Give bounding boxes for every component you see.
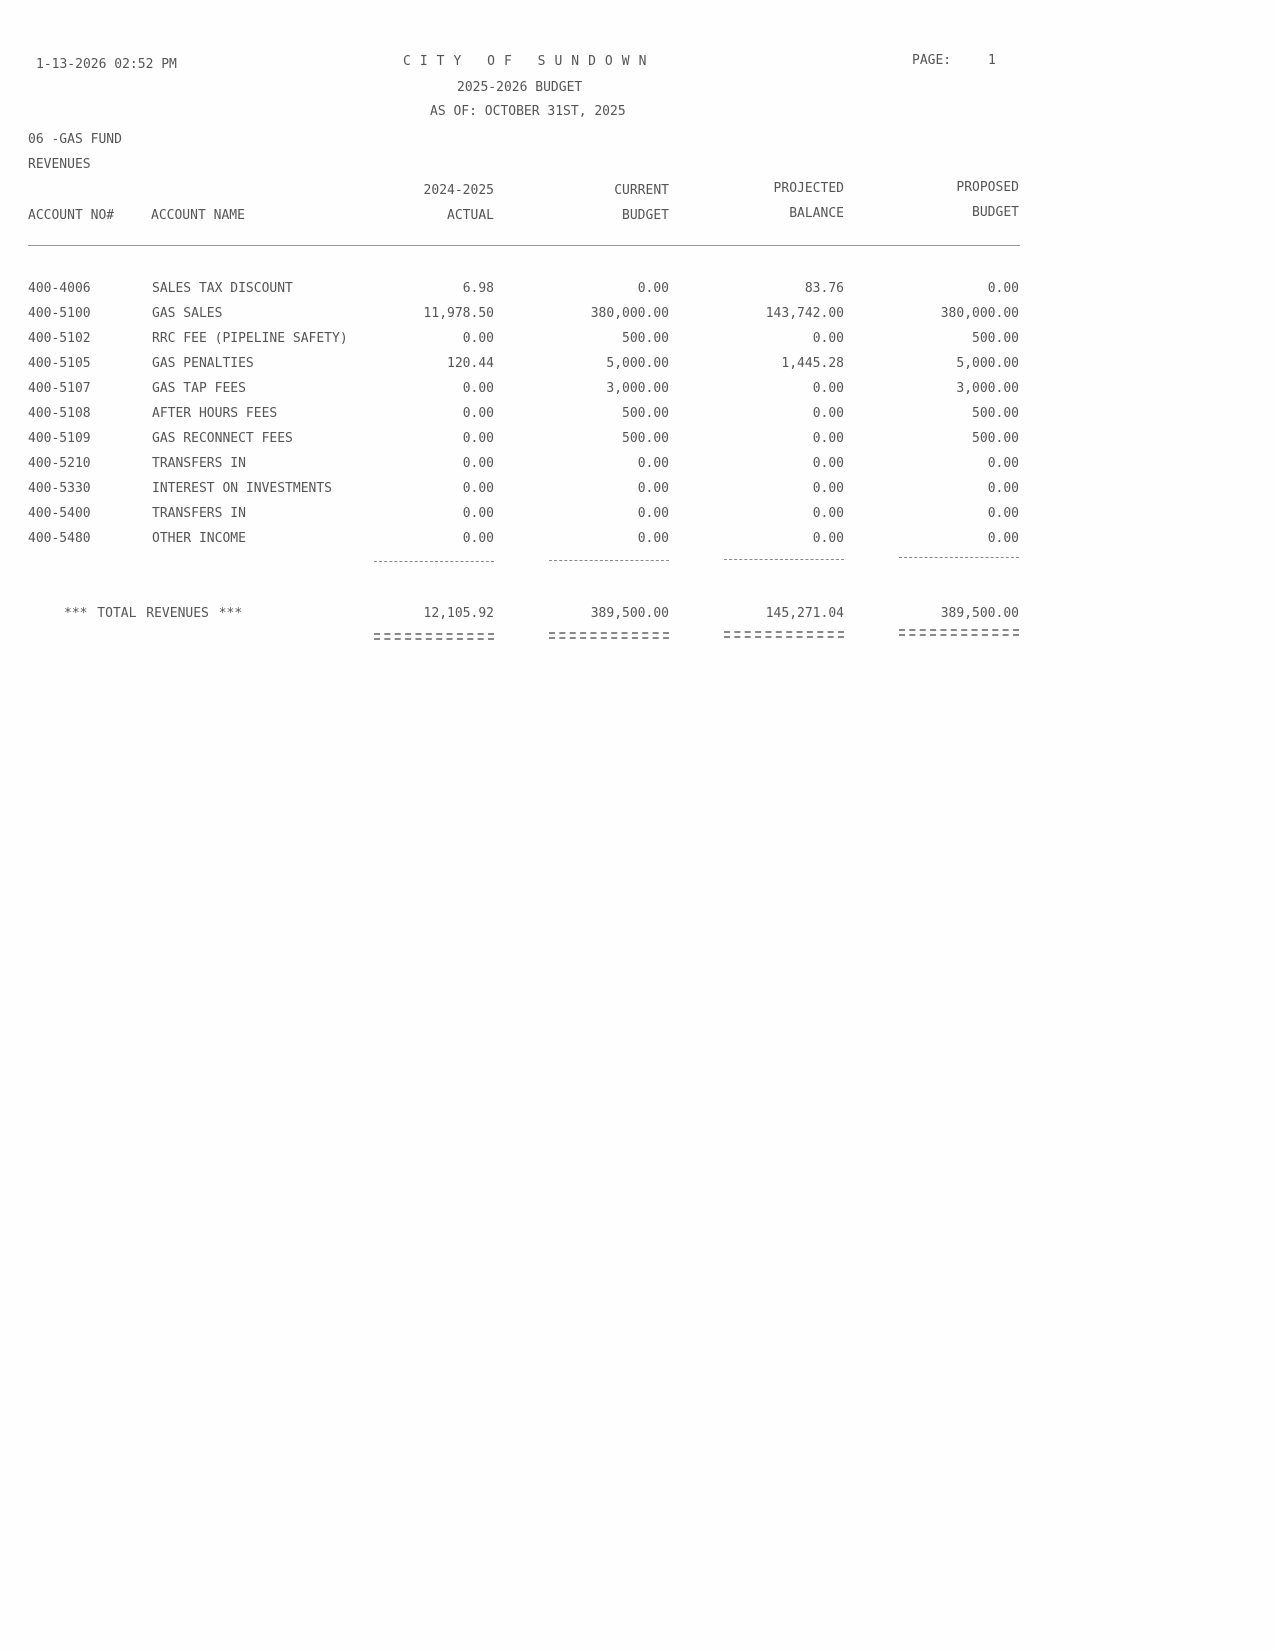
- account-number: 400-5109: [28, 431, 91, 446]
- account-number: 400-5108: [28, 406, 91, 421]
- proposed-budget-value: 380,000.00: [940, 306, 1019, 321]
- actual-value: 0.00: [462, 456, 494, 471]
- actual-value: 11,978.50: [423, 306, 494, 321]
- account-number: 400-5102: [28, 331, 91, 346]
- account-number: 400-5105: [28, 356, 91, 371]
- current-budget-value: 500.00: [622, 431, 669, 446]
- budget-title: 2025-2026 BUDGET: [457, 80, 583, 95]
- actual-value: 0.00: [462, 481, 494, 496]
- account-name: GAS TAP FEES: [152, 381, 246, 396]
- table-row: [0, 531, 1275, 551]
- table-row: [0, 506, 1275, 526]
- table-row: [0, 331, 1275, 351]
- subtotal-rule-projected: [724, 559, 844, 560]
- table-row: [0, 306, 1275, 326]
- table-row: [0, 381, 1275, 401]
- column-header-proposed-budget: BUDGET: [972, 205, 1019, 220]
- total-row: [0, 606, 1275, 626]
- column-header-projected: PROJECTED: [773, 181, 844, 196]
- account-number: 400-5400: [28, 506, 91, 521]
- proposed-budget-value: 3,000.00: [956, 381, 1019, 396]
- table-row: [0, 456, 1275, 476]
- account-name: GAS SALES: [152, 306, 223, 321]
- actual-value: 120.44: [447, 356, 494, 371]
- projected-balance-value: 83.76: [804, 281, 844, 296]
- total-double-rule-actual: [374, 633, 494, 640]
- column-header-actual-year: 2024-2025: [423, 183, 494, 198]
- account-name: TRANSFERS IN: [152, 506, 246, 521]
- header-rule: [28, 245, 1020, 246]
- current-budget-value: 0.00: [637, 531, 669, 546]
- report-datetime: 1-13-2026 02:52 PM: [36, 57, 177, 72]
- table-row: [0, 281, 1275, 301]
- total-current-budget: 389,500.00: [590, 606, 669, 621]
- actual-value: 0.00: [462, 406, 494, 421]
- subtotal-rule-proposed: [899, 557, 1019, 558]
- column-header-current: CURRENT: [614, 183, 669, 198]
- account-name: SALES TAX DISCOUNT: [152, 281, 293, 296]
- current-budget-value: 380,000.00: [590, 306, 669, 321]
- current-budget-value: 0.00: [637, 506, 669, 521]
- table-row: [0, 481, 1275, 501]
- column-header-current-budget: BUDGET: [622, 208, 669, 223]
- fund-name: 06 -GAS FUND: [28, 132, 122, 147]
- proposed-budget-value: 0.00: [987, 531, 1019, 546]
- account-number: 400-5210: [28, 456, 91, 471]
- table-row: [0, 406, 1275, 426]
- proposed-budget-value: 500.00: [972, 406, 1019, 421]
- projected-balance-value: 0.00: [812, 406, 844, 421]
- projected-balance-value: 0.00: [812, 531, 844, 546]
- actual-value: 0.00: [462, 531, 494, 546]
- proposed-budget-value: 0.00: [987, 481, 1019, 496]
- total-projected-balance: 145,271.04: [765, 606, 844, 621]
- current-budget-value: 3,000.00: [606, 381, 669, 396]
- projected-balance-value: 1,445.28: [781, 356, 844, 371]
- column-header-actual: ACTUAL: [447, 208, 494, 223]
- total-double-rule-proposed: [899, 629, 1019, 636]
- page-number: 1: [988, 53, 996, 68]
- column-header-projected-balance: BALANCE: [789, 206, 844, 221]
- projected-balance-value: 0.00: [812, 381, 844, 396]
- projected-balance-value: 0.00: [812, 481, 844, 496]
- column-header-account-name: ACCOUNT NAME: [151, 208, 245, 223]
- table-row: [0, 356, 1275, 376]
- projected-balance-value: 0.00: [812, 456, 844, 471]
- total-double-rule-projected: [724, 631, 844, 638]
- account-number: 400-5100: [28, 306, 91, 321]
- city-name: CITY OF SUNDOWN: [403, 54, 656, 69]
- current-budget-value: 500.00: [622, 406, 669, 421]
- account-name: TRANSFERS IN: [152, 456, 246, 471]
- actual-value: 0.00: [462, 506, 494, 521]
- current-budget-value: 0.00: [637, 281, 669, 296]
- proposed-budget-value: 500.00: [972, 431, 1019, 446]
- column-header-account-no: ACCOUNT NO#: [28, 208, 115, 223]
- account-name: INTEREST ON INVESTMENTS: [152, 481, 333, 496]
- subtotal-rule-actual: [374, 561, 494, 562]
- column-header-proposed: PROPOSED: [956, 180, 1019, 195]
- actual-value: 6.98: [462, 281, 494, 296]
- table-row: [0, 431, 1275, 451]
- projected-balance-value: 0.00: [812, 431, 844, 446]
- proposed-budget-value: 0.00: [987, 506, 1019, 521]
- account-number: 400-5330: [28, 481, 91, 496]
- current-budget-value: 5,000.00: [606, 356, 669, 371]
- account-name: GAS PENALTIES: [152, 356, 254, 371]
- account-number: 400-4006: [28, 281, 91, 296]
- proposed-budget-value: 5,000.00: [956, 356, 1019, 371]
- total-double-rule-current: [549, 632, 669, 639]
- projected-balance-value: 0.00: [812, 331, 844, 346]
- account-name: OTHER INCOME: [152, 531, 246, 546]
- total-revenues-label: *** TOTAL REVENUES ***: [64, 606, 243, 621]
- projected-balance-value: 0.00: [812, 506, 844, 521]
- proposed-budget-value: 500.00: [972, 331, 1019, 346]
- account-name: RRC FEE (PIPELINE SAFETY): [152, 331, 348, 346]
- total-actual: 12,105.92: [423, 606, 494, 621]
- actual-value: 0.00: [462, 381, 494, 396]
- account-number: 400-5107: [28, 381, 91, 396]
- subtotal-rule-current: [549, 560, 669, 561]
- total-proposed-budget: 389,500.00: [940, 606, 1019, 621]
- as-of-date: AS OF: OCTOBER 31ST, 2025: [430, 104, 626, 119]
- current-budget-value: 0.00: [637, 456, 669, 471]
- proposed-budget-value: 0.00: [987, 456, 1019, 471]
- projected-balance-value: 143,742.00: [765, 306, 844, 321]
- actual-value: 0.00: [462, 431, 494, 446]
- current-budget-value: 500.00: [622, 331, 669, 346]
- account-number: 400-5480: [28, 531, 91, 546]
- actual-value: 0.00: [462, 331, 494, 346]
- page-label: PAGE:: [912, 53, 952, 68]
- current-budget-value: 0.00: [637, 481, 669, 496]
- proposed-budget-value: 0.00: [987, 281, 1019, 296]
- account-name: AFTER HOURS FEES: [152, 406, 278, 421]
- account-name: GAS RECONNECT FEES: [152, 431, 293, 446]
- section-title: REVENUES: [28, 157, 91, 172]
